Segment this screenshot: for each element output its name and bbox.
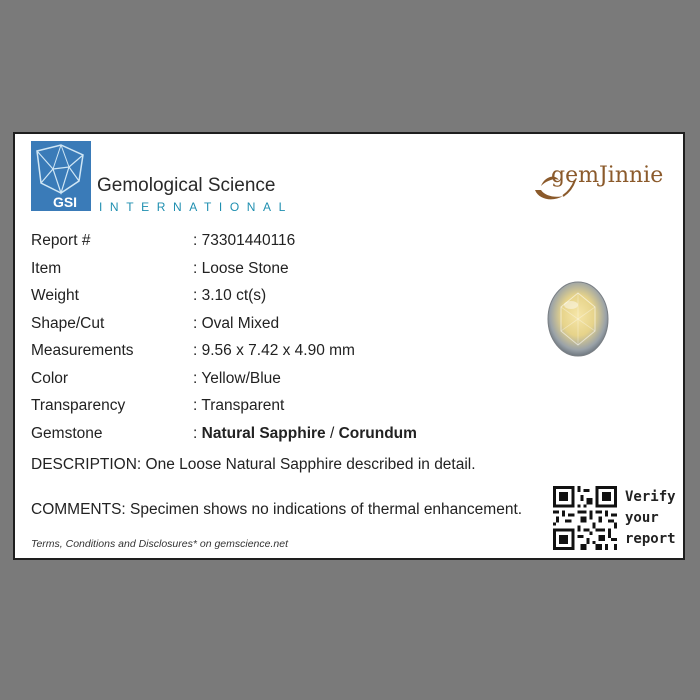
comments: COMMENTS: Specimen shows no indications of thermal enhancement. <box>31 501 523 518</box>
verify-line: Verify <box>625 489 676 505</box>
row-value: : Yellow/Blue <box>193 369 281 387</box>
qr-code-icon[interactable] <box>553 486 617 550</box>
gemstone-value <box>193 425 417 443</box>
row-label: Weight <box>31 287 79 304</box>
svg-text:gemJinnie: gemJinnie <box>551 163 664 188</box>
row-value: : Oval Mixed <box>193 314 280 332</box>
row-label: Gemstone <box>31 424 103 442</box>
gemstone-variety: Corundum <box>338 424 417 442</box>
row-label: Measurements <box>31 342 134 359</box>
report-card <box>13 132 685 560</box>
row-value: : 73301440116 <box>193 232 296 249</box>
description: DESCRIPTION: One Loose Natural Sapphire described in detail. <box>31 456 476 473</box>
row-value: : Transparent <box>193 397 285 414</box>
svg-text:GSI: GSI <box>52 194 78 210</box>
row-label: Color <box>31 369 69 387</box>
value-separator: / <box>325 424 339 442</box>
row-label: Report # <box>31 232 91 249</box>
gemstone-photo-icon <box>545 279 611 359</box>
verify-line: your <box>625 510 659 526</box>
gsi-subtitle: INTERNATIONAL <box>99 200 293 214</box>
row-value: : 9.56 x 7.42 x 4.90 mm <box>193 342 355 359</box>
row-label: Transparency <box>31 397 126 414</box>
row-label: Item <box>31 259 62 277</box>
gemjinnie-logo-icon <box>529 146 677 206</box>
row-value: : 3.10 ct(s) <box>193 287 267 304</box>
gsi-name: Gemological Science <box>97 175 276 196</box>
gemstone-species: Natural Sapphire <box>201 424 326 442</box>
row-label: Shape/Cut <box>31 314 105 332</box>
verify-report-link[interactable] <box>625 487 676 550</box>
row-value: : Loose Stone <box>193 259 289 277</box>
verify-line: report <box>625 531 676 547</box>
terms-link[interactable]: Terms, Conditions and Disclosures* on gemscience.net <box>31 538 288 550</box>
gsi-logo-icon <box>31 141 91 211</box>
value-prefix: : <box>193 424 202 442</box>
